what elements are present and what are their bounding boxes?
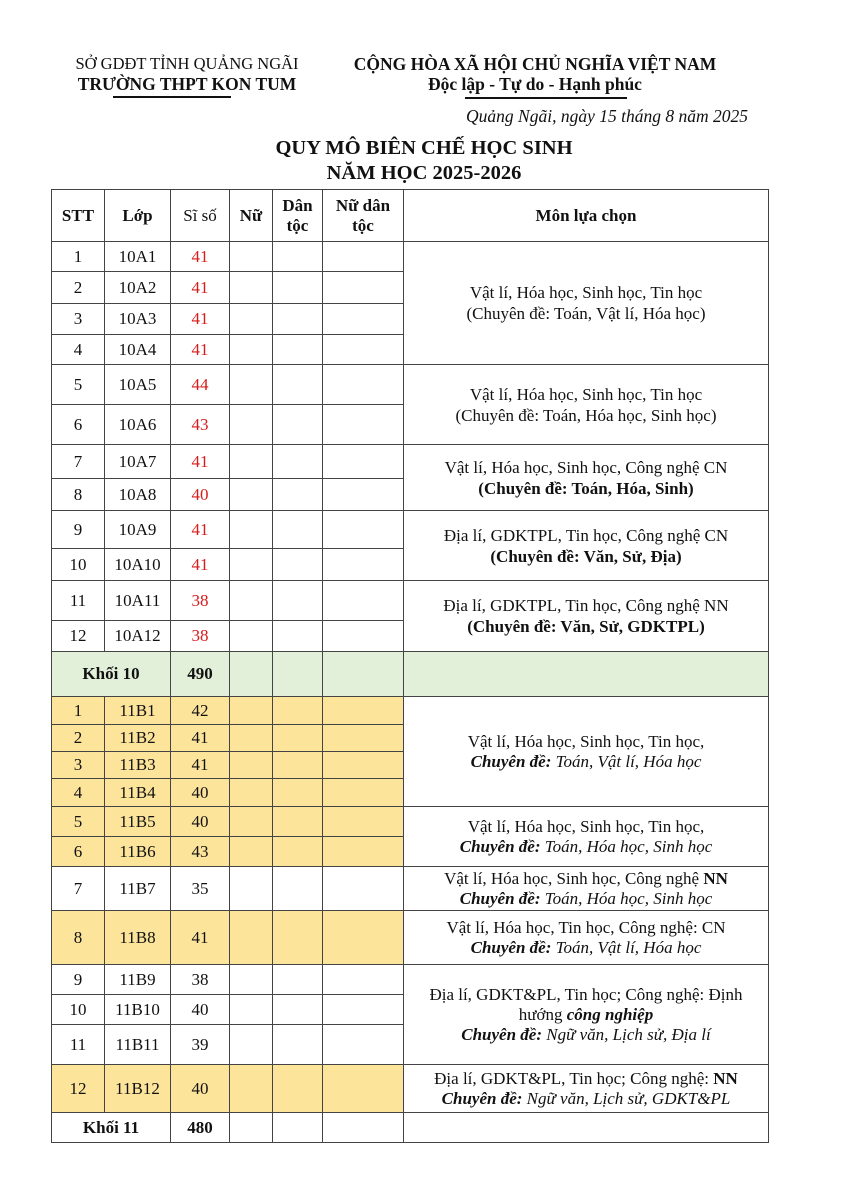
female-cell [230, 272, 273, 304]
female-ethnic-cell [323, 807, 404, 837]
student-count-cell: 41 [171, 335, 230, 365]
table-header-row [52, 190, 769, 242]
class-cell: 10A2 [105, 272, 171, 304]
student-count-cell: 39 [171, 1025, 230, 1065]
subjects-cell [404, 365, 769, 445]
female-ethnic-cell [323, 995, 404, 1025]
student-count-cell: 43 [171, 837, 230, 867]
stt-cell: 6 [52, 405, 105, 445]
empty-cell [273, 1113, 323, 1143]
stt-cell: 10 [52, 549, 105, 581]
subjects-cell [404, 911, 769, 965]
student-count-cell: 38 [171, 621, 230, 652]
female-ethnic-cell [323, 445, 404, 479]
ethnic-cell [273, 304, 323, 335]
class-cell: 11B9 [105, 965, 171, 995]
female-ethnic-cell [323, 725, 404, 752]
subjects-cell [404, 965, 769, 1065]
class-cell: 11B7 [105, 867, 171, 911]
ethnic-cell [273, 807, 323, 837]
ethnic-cell [273, 837, 323, 867]
student-count-cell: 41 [171, 725, 230, 752]
ethnic-cell [273, 1025, 323, 1065]
motto-underline [465, 97, 627, 99]
topics-line: Toán, Hóa học, Sinh học [540, 836, 713, 856]
stt-cell: 7 [52, 867, 105, 911]
national-title: CỘNG HÒA XÃ HỘI CHỦ NGHĨA VIỆT NAM [353, 54, 717, 74]
ethnic-cell [273, 867, 323, 911]
ethnic-cell [273, 1065, 323, 1113]
subjects-cell [404, 697, 769, 807]
subjects-cell [404, 807, 769, 867]
ethnic-cell [273, 445, 323, 479]
student-count-cell: 40 [171, 479, 230, 511]
student-count-cell: 41 [171, 911, 230, 965]
class-cell: 11B6 [105, 837, 171, 867]
stt-cell: 7 [52, 445, 105, 479]
class-cell: 10A12 [105, 621, 171, 652]
table-row [52, 365, 769, 405]
stt-cell: 5 [52, 807, 105, 837]
student-count-cell: 35 [171, 867, 230, 911]
subjects-line-emphasis: NN [713, 1068, 738, 1088]
class-cell: 11B11 [105, 1025, 171, 1065]
student-count-cell: 42 [171, 697, 230, 725]
class-cell: 10A11 [105, 581, 171, 621]
document-title: QUY MÔ BIÊN CHẾ HỌC SINH [275, 137, 573, 159]
topics-line: (Chuyên đề: Toán, Hóa học, Sinh học) [455, 405, 717, 425]
class-cell: 11B1 [105, 697, 171, 725]
female-cell [230, 304, 273, 335]
table-row [52, 1065, 769, 1113]
class-cell: 10A8 [105, 479, 171, 511]
female-cell [230, 511, 273, 549]
female-ethnic-cell [323, 242, 404, 272]
female-cell [230, 965, 273, 995]
grade-total-value: 480 [171, 1113, 230, 1143]
ethnic-cell [273, 335, 323, 365]
female-ethnic-cell [323, 511, 404, 549]
female-ethnic-cell [323, 581, 404, 621]
table-row [52, 697, 769, 725]
col-header-nu: Nữ [230, 190, 273, 242]
female-cell [230, 242, 273, 272]
grade-10-total-row [52, 652, 769, 697]
student-count-cell: 41 [171, 242, 230, 272]
subjects-cell [404, 581, 769, 652]
class-cell: 11B8 [105, 911, 171, 965]
ethnic-cell [273, 621, 323, 652]
female-ethnic-cell [323, 365, 404, 405]
female-cell [230, 479, 273, 511]
subjects-line: Địa lí, GDKTPL, Tin học, Công nghệ CN [443, 525, 729, 545]
female-cell [230, 725, 273, 752]
stt-cell: 4 [52, 335, 105, 365]
student-count-cell: 40 [171, 807, 230, 837]
stt-cell: 12 [52, 1065, 105, 1113]
stt-cell: 12 [52, 621, 105, 652]
class-cell: 11B10 [105, 995, 171, 1025]
female-cell [230, 807, 273, 837]
topics-line: (Chuyên đề: Văn, Sử, GDKTPL) [467, 617, 705, 636]
subjects-line: Vật lí, Hóa học, Sinh học, Tin học [469, 283, 703, 302]
topics-label: Chuyên đề: [470, 751, 552, 771]
student-count-cell: 41 [171, 511, 230, 549]
student-count-cell: 38 [171, 965, 230, 995]
topics-label: Chuyên đề: [459, 836, 541, 856]
subjects-line: Vật lí, Hóa học, Sinh học, Tin học, [467, 731, 705, 751]
subjects-line: Địa lí, GDKT&PL, Tin học; Công nghệ: [434, 1068, 714, 1088]
stt-cell: 11 [52, 1025, 105, 1065]
female-cell [230, 911, 273, 965]
class-cell: 10A1 [105, 242, 171, 272]
female-ethnic-cell [323, 752, 404, 779]
class-cell: 10A7 [105, 445, 171, 479]
table-row [52, 445, 769, 479]
topics-line: Ngữ văn, Lịch sử, Địa lí [542, 1024, 711, 1044]
col-header-lop: Lớp [105, 190, 171, 242]
female-ethnic-cell [323, 549, 404, 581]
student-count-cell: 44 [171, 365, 230, 405]
student-count-cell: 41 [171, 304, 230, 335]
female-cell [230, 995, 273, 1025]
grade-total-label: Khối 11 [52, 1113, 171, 1143]
female-cell [230, 1065, 273, 1113]
female-cell [230, 752, 273, 779]
national-motto: Độc lập - Tự do - Hạnh phúc [428, 74, 642, 94]
subjects-line: Địa lí, GDKT&PL, Tin học; Công nghệ: Định [429, 984, 743, 1004]
student-count-cell: 38 [171, 581, 230, 621]
ethnic-cell [273, 697, 323, 725]
topics-line: Toán, Hóa học, Sinh học [540, 888, 713, 908]
student-count-cell: 41 [171, 752, 230, 779]
topics-line: (Chuyên đề: Toán, Hóa, Sinh) [478, 478, 694, 498]
table-row [52, 242, 769, 272]
ethnic-cell [273, 752, 323, 779]
grade-total-value: 490 [171, 652, 230, 697]
stt-cell: 5 [52, 365, 105, 405]
subjects-cell [404, 511, 769, 581]
female-ethnic-cell [323, 697, 404, 725]
topics-line: Toán, Vật lí, Hóa học [551, 937, 702, 957]
stt-cell: 3 [52, 304, 105, 335]
class-cell: 11B3 [105, 752, 171, 779]
ethnic-cell [273, 479, 323, 511]
table-row [52, 511, 769, 549]
stt-cell: 10 [52, 995, 105, 1025]
stt-cell: 2 [52, 725, 105, 752]
stt-cell: 8 [52, 479, 105, 511]
class-cell: 10A3 [105, 304, 171, 335]
stt-cell: 9 [52, 511, 105, 549]
topics-label: Chuyên đề: [470, 937, 552, 957]
stt-cell: 9 [52, 965, 105, 995]
student-count-cell: 40 [171, 779, 230, 807]
female-ethnic-cell [323, 479, 404, 511]
topics-line: (Chuyên đề: Văn, Sử, Địa) [490, 546, 682, 566]
female-ethnic-cell [323, 911, 404, 965]
class-cell: 10A6 [105, 405, 171, 445]
empty-cell [404, 652, 769, 697]
table-row [52, 807, 769, 837]
class-cell: 10A4 [105, 335, 171, 365]
department-name: SỞ GDĐT TỈNH QUẢNG NGÃI [75, 54, 299, 73]
student-count-cell: 40 [171, 995, 230, 1025]
student-count-cell: 41 [171, 549, 230, 581]
ethnic-cell [273, 779, 323, 807]
stt-cell: 8 [52, 911, 105, 965]
col-header-stt: STT [52, 190, 105, 242]
female-ethnic-cell [323, 779, 404, 807]
female-cell [230, 837, 273, 867]
topics-line: Toán, Vật lí, Hóa học [551, 751, 702, 771]
female-cell [230, 581, 273, 621]
ethnic-cell [273, 581, 323, 621]
class-cell: 11B12 [105, 1065, 171, 1113]
subjects-line: Vật lí, Hóa học, Tin học, Công nghệ: CN [446, 917, 726, 937]
ethnic-cell [273, 272, 323, 304]
empty-cell [273, 652, 323, 697]
stt-cell: 2 [52, 272, 105, 304]
class-cell: 11B2 [105, 725, 171, 752]
empty-cell [323, 652, 404, 697]
student-count-cell: 41 [171, 272, 230, 304]
ethnic-cell [273, 725, 323, 752]
ethnic-cell [273, 549, 323, 581]
female-cell [230, 549, 273, 581]
subjects-line-emphasis: công nghiệp [566, 1004, 654, 1024]
class-size-table [51, 189, 769, 1143]
stt-cell: 4 [52, 779, 105, 807]
subjects-cell [404, 242, 769, 365]
subjects-cell [404, 867, 769, 911]
female-ethnic-cell [323, 405, 404, 445]
stt-cell: 6 [52, 837, 105, 867]
stt-cell: 11 [52, 581, 105, 621]
subjects-line: Địa lí, GDKTPL, Tin học, Công nghệ NN [443, 596, 729, 615]
female-ethnic-cell [323, 867, 404, 911]
col-header-dan-toc: Dân tộc [273, 190, 323, 242]
female-ethnic-cell [323, 304, 404, 335]
empty-cell [323, 1113, 404, 1143]
grade-total-label: Khối 10 [52, 652, 171, 697]
topics-line: (Chuyên đề: Toán, Vật lí, Hóa học) [466, 304, 706, 323]
female-ethnic-cell [323, 621, 404, 652]
female-cell [230, 445, 273, 479]
ethnic-cell [273, 995, 323, 1025]
female-cell [230, 697, 273, 725]
subjects-line: Vật lí, Hóa học, Sinh học, Công nghệ [444, 868, 704, 888]
table-row [52, 581, 769, 621]
female-ethnic-cell [323, 335, 404, 365]
subjects-line: Vật lí, Hóa học, Sinh học, Công nghệ CN [444, 457, 728, 477]
class-cell: 11B5 [105, 807, 171, 837]
empty-cell [230, 1113, 273, 1143]
grade-11-total-row [52, 1113, 769, 1143]
class-cell: 10A10 [105, 549, 171, 581]
student-count-cell: 40 [171, 1065, 230, 1113]
topics-label: Chuyên đề: [461, 1024, 543, 1044]
stt-cell: 1 [52, 697, 105, 725]
subjects-line: Vật lí, Hóa học, Sinh học, Tin học [469, 384, 703, 404]
table-row [52, 911, 769, 965]
document-subtitle: NĂM HỌC 2025-2026 [326, 162, 522, 184]
school-name: TRƯỜNG THPT KON TUM [77, 74, 297, 94]
topics-label: Chuyên đề: [459, 888, 541, 908]
date-line: Quảng Ngãi, ngày 15 tháng 8 năm 2025 [466, 106, 748, 126]
col-header-mon-lua-chon: Môn lựa chọn [404, 190, 769, 242]
female-cell [230, 365, 273, 405]
female-cell [230, 405, 273, 445]
female-ethnic-cell [323, 272, 404, 304]
topics-label: Chuyên đề: [441, 1088, 523, 1108]
subjects-line: hướng [518, 1004, 567, 1024]
subjects-cell [404, 445, 769, 511]
ethnic-cell [273, 242, 323, 272]
subjects-line: Vật lí, Hóa học, Sinh học, Tin học, [467, 816, 705, 836]
col-header-si-so: Sĩ số [171, 190, 230, 242]
female-cell [230, 867, 273, 911]
col-header-nu-dan-toc: Nữ dân tộc [323, 190, 404, 242]
female-ethnic-cell [323, 837, 404, 867]
class-cell: 10A5 [105, 365, 171, 405]
female-ethnic-cell [323, 965, 404, 995]
ethnic-cell [273, 511, 323, 549]
ethnic-cell [273, 405, 323, 445]
female-cell [230, 1025, 273, 1065]
ethnic-cell [273, 911, 323, 965]
school-underline [113, 96, 231, 98]
student-count-cell: 43 [171, 405, 230, 445]
table-row [52, 965, 769, 995]
stt-cell: 3 [52, 752, 105, 779]
subjects-cell [404, 1065, 769, 1113]
empty-cell [230, 652, 273, 697]
class-cell: 10A9 [105, 511, 171, 549]
female-cell [230, 335, 273, 365]
table-row [52, 867, 769, 911]
ethnic-cell [273, 365, 323, 405]
stt-cell: 1 [52, 242, 105, 272]
female-cell [230, 621, 273, 652]
topics-line: Ngữ văn, Lịch sử, GDKT&PL [522, 1088, 731, 1108]
empty-cell [404, 1113, 769, 1143]
female-ethnic-cell [323, 1025, 404, 1065]
subjects-line-emphasis: NN [703, 868, 728, 888]
class-cell: 11B4 [105, 779, 171, 807]
ethnic-cell [273, 965, 323, 995]
female-ethnic-cell [323, 1065, 404, 1113]
female-cell [230, 779, 273, 807]
student-count-cell: 41 [171, 445, 230, 479]
